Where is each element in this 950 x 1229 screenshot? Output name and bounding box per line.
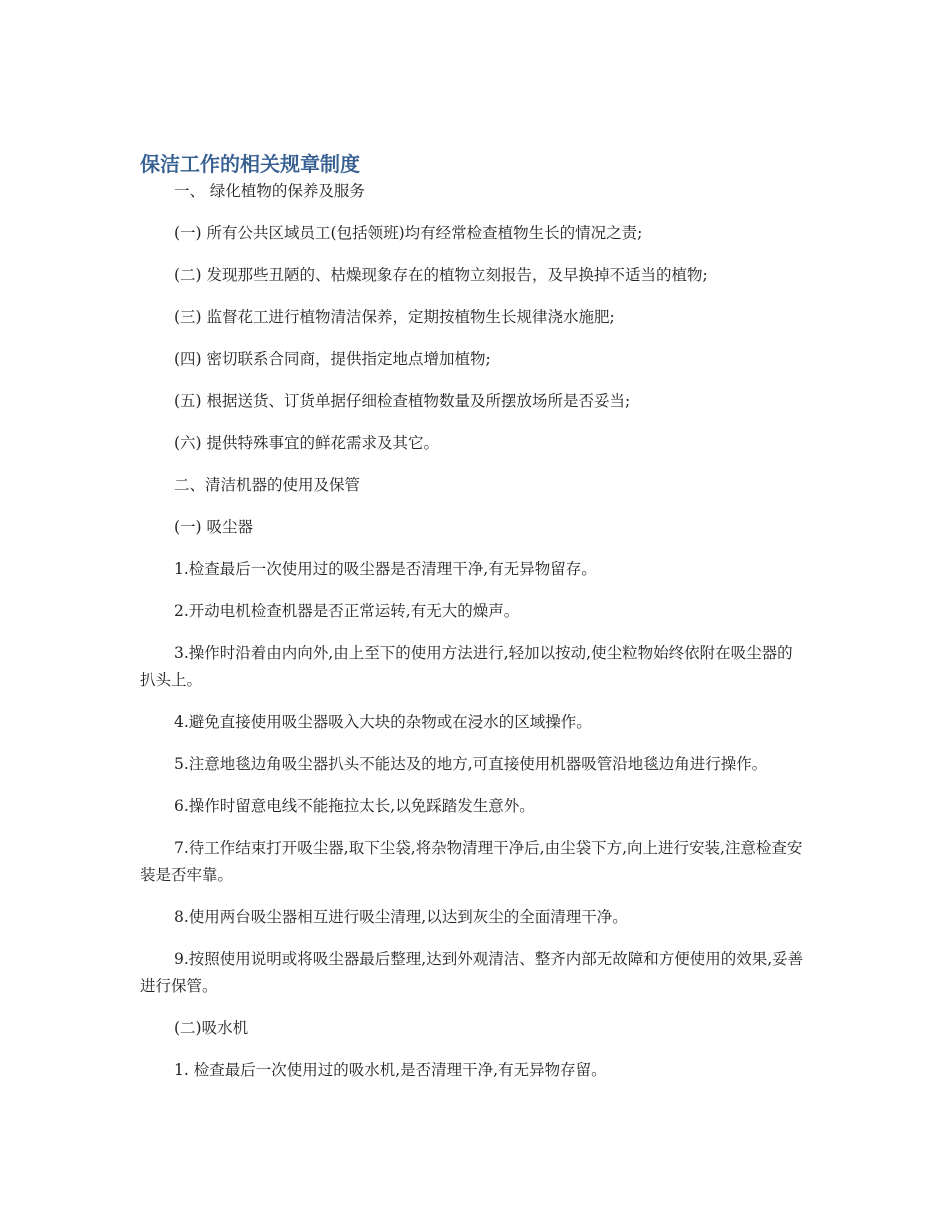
paragraph: (一) 所有公共区域员工(包括领班)均有经常检查植物生长的情况之责; [174,224,643,242]
paragraph: 4.避免直接使用吸尘器吸入大块的杂物或在浸水的区域操作。 [174,713,592,731]
paragraph: (六) 提供特殊事宜的鲜花需求及其它。 [174,434,440,452]
paragraph: 3.操作时沿着由内向外,由上至下的使用方法进行,轻加以按动,使尘粒物始终依附在吸尘器的扒头上。 [140,644,793,689]
paragraph: (三) 监督花工进行植物清洁保养，定期按植物生长规律浇水施肥; [174,308,615,326]
paragraph: 2.开动电机检查机器是否正常运转,有无大的燥声。 [174,602,520,620]
paragraph: 1. 检查最后一次使用过的吸水机,是否清理干净,有无异物存留。 [174,1061,607,1079]
paragraph: (五) 根据送货、订货单据仔细检查植物数量及所摆放场所是否妥当; [174,392,631,410]
document-body [140,150,808,1099]
subsection-heading-vacuum: (一) 吸尘器 [174,518,254,536]
paragraph: 8.使用两台吸尘器相互进行吸尘清理,以达到灰尘的全面清理干净。 [174,908,628,926]
document-title: 保洁工作的相关规章制度 [140,152,360,176]
paragraph: 9.按照使用说明或将吸尘器最后整理,达到外观清洁、整齐内部无故障和方便使用的效果,妥善进行保管。 [140,950,804,995]
paragraph: 1.检查最后一次使用过的吸尘器是否清理干净,有无异物留存。 [174,560,597,578]
paragraph: 6.操作时留意电线不能拖拉太长,以免踩踏发生意外。 [174,797,535,815]
section-heading-machines: 二、清洁机器的使用及保管 [174,476,361,494]
paragraph: (四) 密切联系合同商，提供指定地点增加植物; [174,350,491,368]
paragraph: 5.注意地毯边角吸尘器扒头不能达及的地方,可直接使用机器吸管沿地毯边角进行操作。 [174,755,768,773]
paragraph: (二) 发现那些丑陋的、枯燥现象存在的植物立刻报告，及早换掉不适当的植物; [174,266,708,284]
paragraph: 7.待工作结束打开吸尘器,取下尘袋,将杂物清理干净后,由尘袋下方,向上进行安装,注意检查安装是否牢靠。 [140,839,803,884]
section-heading-greening: 一、 绿化植物的保养及服务 [174,182,365,200]
subsection-heading-water-extractor: (二)吸水机 [174,1019,249,1037]
